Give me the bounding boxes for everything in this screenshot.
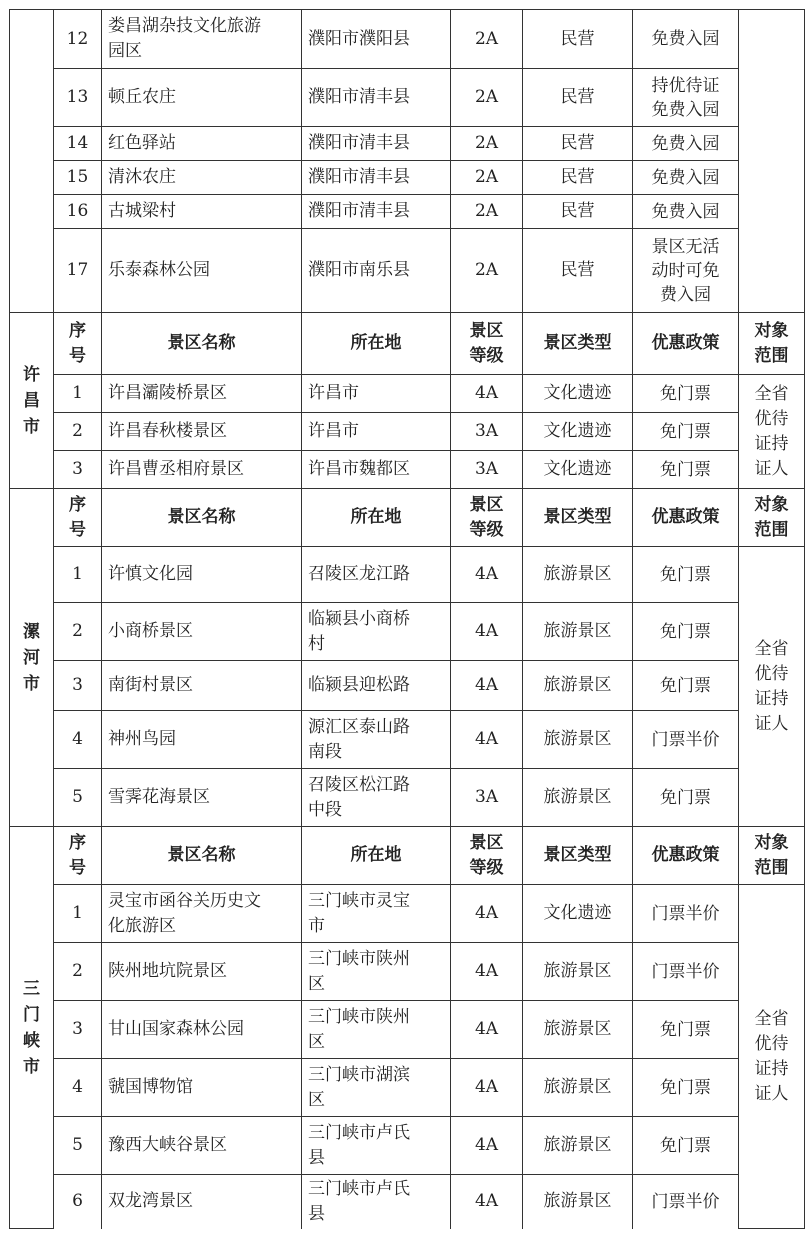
row-grade: 4A <box>451 1175 523 1229</box>
row-name: 许昌曹丞相府景区 <box>102 451 302 489</box>
row-grade: 3A <box>451 451 523 489</box>
table-row <box>10 1059 805 1117</box>
header-grade: 景区 等级 <box>451 313 523 375</box>
row-type: 旅游景区 <box>523 943 633 1001</box>
table-row <box>10 195 805 229</box>
row-name: 娄昌湖杂技文化旅游 园区 <box>102 10 302 69</box>
row-location: 临颍县小商桥 村 <box>302 603 451 661</box>
row-location: 临颍县迎松路 <box>302 661 451 711</box>
header-name: 景区名称 <box>102 489 302 547</box>
table-row <box>10 603 805 661</box>
row-no: 1 <box>54 885 102 943</box>
header-type: 景区类型 <box>523 489 633 547</box>
row-grade: 2A <box>451 69 523 127</box>
row-location: 源汇区泰山路 南段 <box>302 711 451 769</box>
row-type: 旅游景区 <box>523 769 633 827</box>
row-grade: 2A <box>451 195 523 229</box>
row-grade: 2A <box>451 10 523 69</box>
row-no: 4 <box>54 711 102 769</box>
row-grade: 3A <box>451 413 523 451</box>
row-type: 民营 <box>523 127 633 161</box>
row-policy: 免费入园 <box>633 195 739 229</box>
row-type: 旅游景区 <box>523 1059 633 1117</box>
row-location: 濮阳市清丰县 <box>302 195 451 229</box>
puyang-scope <box>739 10 805 313</box>
row-grade: 4A <box>451 1117 523 1175</box>
sanmenxia-scope: 全省 优待 证持 证人 <box>739 885 805 1229</box>
table-row <box>10 1001 805 1059</box>
row-policy: 门票半价 <box>633 885 739 943</box>
row-no: 3 <box>54 661 102 711</box>
table-row <box>10 943 805 1001</box>
scenic-spot-table <box>9 9 805 1229</box>
row-policy: 免门票 <box>633 375 739 413</box>
row-policy: 门票半价 <box>633 1175 739 1229</box>
row-no: 3 <box>54 1001 102 1059</box>
row-type: 旅游景区 <box>523 547 633 603</box>
row-grade: 4A <box>451 375 523 413</box>
luohe-header-row <box>10 489 805 547</box>
table-row <box>10 1117 805 1175</box>
header-location: 所在地 <box>302 489 451 547</box>
row-policy: 免费入园 <box>633 10 739 69</box>
row-location: 三门峡市湖滨 区 <box>302 1059 451 1117</box>
row-location: 许昌市 <box>302 413 451 451</box>
row-no: 15 <box>54 161 102 195</box>
row-location: 许昌市 <box>302 375 451 413</box>
row-name: 甘山国家森林公园 <box>102 1001 302 1059</box>
row-name: 古城梁村 <box>102 195 302 229</box>
row-no: 13 <box>54 69 102 127</box>
row-policy: 免门票 <box>633 1117 739 1175</box>
row-no: 2 <box>54 943 102 1001</box>
row-name: 顿丘农庄 <box>102 69 302 127</box>
table-row <box>10 451 805 489</box>
table-row <box>10 547 805 603</box>
row-type: 民营 <box>523 229 633 313</box>
row-no: 17 <box>54 229 102 313</box>
row-policy: 免门票 <box>633 1059 739 1117</box>
row-name: 陕州地坑院景区 <box>102 943 302 1001</box>
row-type: 民营 <box>523 10 633 69</box>
row-no: 14 <box>54 127 102 161</box>
row-name: 小商桥景区 <box>102 603 302 661</box>
table-row <box>10 69 805 127</box>
table-body <box>10 10 805 1229</box>
header-type: 景区类型 <box>523 313 633 375</box>
row-location: 濮阳市清丰县 <box>302 69 451 127</box>
row-no: 1 <box>54 375 102 413</box>
header-no: 序 号 <box>54 313 102 375</box>
row-type: 旅游景区 <box>523 1175 633 1229</box>
row-grade: 4A <box>451 1059 523 1117</box>
row-type: 旅游景区 <box>523 1117 633 1175</box>
row-type: 文化遗迹 <box>523 885 633 943</box>
row-location: 濮阳市清丰县 <box>302 161 451 195</box>
row-name: 清沐农庄 <box>102 161 302 195</box>
sanmenxia-header-row <box>10 827 805 885</box>
row-policy: 免门票 <box>633 769 739 827</box>
row-type: 文化遗迹 <box>523 375 633 413</box>
row-type: 旅游景区 <box>523 1001 633 1059</box>
header-location: 所在地 <box>302 313 451 375</box>
header-policy: 优惠政策 <box>633 489 739 547</box>
row-name: 灵宝市函谷关历史文 化旅游区 <box>102 885 302 943</box>
row-type: 文化遗迹 <box>523 451 633 489</box>
row-location: 濮阳市清丰县 <box>302 127 451 161</box>
row-no: 3 <box>54 451 102 489</box>
row-type: 民营 <box>523 69 633 127</box>
row-location: 召陵区松江路 中段 <box>302 769 451 827</box>
row-location: 三门峡市卢氏 县 <box>302 1117 451 1175</box>
row-name: 豫西大峡谷景区 <box>102 1117 302 1175</box>
row-location: 三门峡市灵宝 市 <box>302 885 451 943</box>
row-policy: 门票半价 <box>633 711 739 769</box>
row-name: 红色驿站 <box>102 127 302 161</box>
row-grade: 3A <box>451 769 523 827</box>
row-no: 12 <box>54 10 102 69</box>
table-row <box>10 661 805 711</box>
table-row <box>10 769 805 827</box>
row-type: 旅游景区 <box>523 661 633 711</box>
row-policy: 持优待证 免费入园 <box>633 69 739 127</box>
row-policy: 免门票 <box>633 547 739 603</box>
row-no: 5 <box>54 1117 102 1175</box>
row-type: 民营 <box>523 195 633 229</box>
table-row <box>10 885 805 943</box>
row-location: 濮阳市濮阳县 <box>302 10 451 69</box>
row-policy: 免门票 <box>633 451 739 489</box>
row-grade: 2A <box>451 161 523 195</box>
row-type: 旅游景区 <box>523 603 633 661</box>
luohe-city-label: 漯 河 市 <box>10 489 54 827</box>
header-policy: 优惠政策 <box>633 827 739 885</box>
header-scope: 对象 范围 <box>739 827 805 885</box>
table-row <box>10 127 805 161</box>
row-location: 濮阳市南乐县 <box>302 229 451 313</box>
sanmenxia-city-label: 三 门 峡 市 <box>10 827 54 1229</box>
table-row <box>10 1175 805 1229</box>
row-location: 召陵区龙江路 <box>302 547 451 603</box>
row-policy: 免费入园 <box>633 127 739 161</box>
row-grade: 4A <box>451 885 523 943</box>
xuchang-city-label: 许 昌 市 <box>10 313 54 489</box>
row-name: 许慎文化园 <box>102 547 302 603</box>
row-policy: 免门票 <box>633 603 739 661</box>
row-policy: 免门票 <box>633 1001 739 1059</box>
row-no: 5 <box>54 769 102 827</box>
table-row <box>10 375 805 413</box>
row-policy: 门票半价 <box>633 943 739 1001</box>
header-policy: 优惠政策 <box>633 313 739 375</box>
header-scope: 对象 范围 <box>739 489 805 547</box>
row-grade: 4A <box>451 661 523 711</box>
row-grade: 4A <box>451 711 523 769</box>
luohe-scope: 全省 优待 证持 证人 <box>739 547 805 827</box>
table-row <box>10 161 805 195</box>
header-no: 序 号 <box>54 827 102 885</box>
row-name: 虢国博物馆 <box>102 1059 302 1117</box>
row-grade: 4A <box>451 603 523 661</box>
header-location: 所在地 <box>302 827 451 885</box>
row-name: 南街村景区 <box>102 661 302 711</box>
row-name: 雪霁花海景区 <box>102 769 302 827</box>
row-no: 1 <box>54 547 102 603</box>
header-name: 景区名称 <box>102 827 302 885</box>
xuchang-header-row <box>10 313 805 375</box>
row-type: 文化遗迹 <box>523 413 633 451</box>
header-scope: 对象 范围 <box>739 313 805 375</box>
row-grade: 2A <box>451 127 523 161</box>
puyang-city-cell <box>10 10 54 313</box>
table-row <box>10 711 805 769</box>
header-grade: 景区 等级 <box>451 827 523 885</box>
row-name: 乐泰森林公园 <box>102 229 302 313</box>
row-name: 神州鸟园 <box>102 711 302 769</box>
table-row <box>10 229 805 313</box>
row-no: 16 <box>54 195 102 229</box>
table-row <box>10 413 805 451</box>
header-grade: 景区 等级 <box>451 489 523 547</box>
row-name: 双龙湾景区 <box>102 1175 302 1229</box>
row-type: 旅游景区 <box>523 711 633 769</box>
row-grade: 4A <box>451 547 523 603</box>
row-policy: 免门票 <box>633 413 739 451</box>
header-name: 景区名称 <box>102 313 302 375</box>
row-location: 三门峡市陕州 区 <box>302 1001 451 1059</box>
row-grade: 2A <box>451 229 523 313</box>
row-location: 三门峡市卢氏 县 <box>302 1175 451 1229</box>
row-grade: 4A <box>451 943 523 1001</box>
row-no: 6 <box>54 1175 102 1229</box>
row-policy: 免费入园 <box>633 161 739 195</box>
row-policy: 景区无活 动时可免 费入园 <box>633 229 739 313</box>
row-type: 民营 <box>523 161 633 195</box>
xuchang-scope: 全省 优待 证持 证人 <box>739 375 805 489</box>
row-location: 许昌市魏都区 <box>302 451 451 489</box>
row-location: 三门峡市陕州 区 <box>302 943 451 1001</box>
row-no: 2 <box>54 603 102 661</box>
row-grade: 4A <box>451 1001 523 1059</box>
row-name: 许昌灞陵桥景区 <box>102 375 302 413</box>
header-type: 景区类型 <box>523 827 633 885</box>
row-no: 4 <box>54 1059 102 1117</box>
header-no: 序 号 <box>54 489 102 547</box>
table-row <box>10 10 805 69</box>
row-no: 2 <box>54 413 102 451</box>
row-policy: 免门票 <box>633 661 739 711</box>
row-name: 许昌春秋楼景区 <box>102 413 302 451</box>
